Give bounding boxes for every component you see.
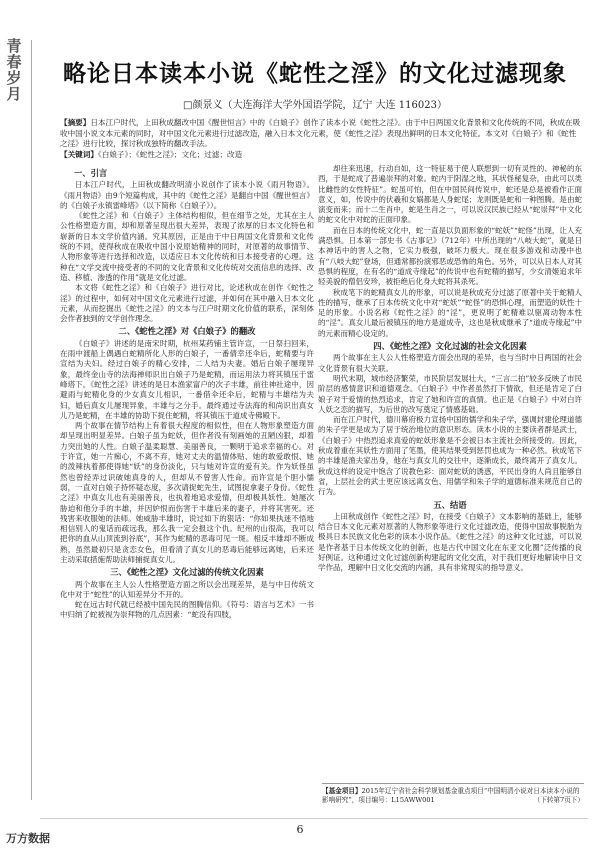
paragraph: 上田秋成创作《蛇性之淫》时，在接受《白娘子》文本影响的基础上，能够结合日本文化元素对原著的人物形象等进行文化过滤改造，使得中国故事脱胎为极具日本民族文化色彩的读本小说作品。《蛇性之淫》的这种文化过滤，可以说是作者基于日本传统文化的创新，也是古代中国文化在东亚文化圈”泛传播的良好例证。这种通过文化过滤创新构建起的文化交流，对于我们更好地解读中日文学作品，理解中日文化交流的内涵，具有非常现实的指导意义。 xyxy=(318,511,582,573)
fund-label: 【基金项目】 xyxy=(322,787,362,795)
paragraph: 而在江户时代，德川幕府极力宣扬中国的儒学和朱子学，强调封建伦理道德的朱子学更是成为了居于统治地位的意识形态。读本小说的主要读者群是武士，《白娘子》中热烈追求真爱的蛇妖形象是不会被日本主流社会所接受的。因此，秋成着重在其妖性方面用了笔墨，使其结果受到惩罚也成为一种必然。秋成笔下的丰雄是渔夫家出身，他在与真女儿的交往中，逐渐成长，最终离开了真女儿。秋成这样的设定中饱含了说教色彩：面对蛇妖的诱惑，平民出身的人尚且能够自省，上层社会的武士更应该远离女色、用儒学和朱子学的道德标准来规范自己的行为。 xyxy=(318,415,582,497)
journal-side-label: 青春岁月 xyxy=(6,37,22,103)
paragraph: 秋成笔下的蛇精真女儿的形象，可以说是秋成充分过滤了原著中关于蛇精人性的描写，继承了日本传统文化中对“蛇妖”“蛇怪”的恐惧心理，而塑造的妖性十足的形象。小说名称《蛇性之淫》的“淫”，更说明了蛇精难以驱离动物本性的“淫”。真女儿最后被镇压的地方是道成寺，这也是秋成继承了“道成寺缘起”中的元素而精心设定的。 xyxy=(318,287,582,338)
paragraph: 《白娘子》讲述的是南宋时期，杭州某药铺主管许宣，一日祭扫回来，在雨中渡船上偶遇白蛇精所化人形的白娘子，一番倩幸还伞后，蛇精要与许宣结为夫妇。经过白娘子的精心安排，二人结为夫妻。婚后白娘子屡现异象，最终金山寺的法海禅师识出白娘子乃是蛇精，而运用法力将其镇压于雷峰塔下。《蛇性之淫》讲述的是日本渔家富户的次子丰雄，前往神社途中，因避雨与蛇精化身的少女真女儿相识，一番借伞还伞后，蛇精与丰雄结为夫妇，婚后真女儿屡现异象，丰雄与之分手。最终通过寺法海的和尚识出真女儿乃是蛇精，在丰雄的协助下捉住蛇精，将其镇压于道成寺佛殿下。 xyxy=(60,338,314,420)
keywords-text: 《白娘子》；《蛇性之淫》；文化；过滤；改造 xyxy=(97,149,243,159)
paragraph: 两个故事在情节结构上有着很大程度的相似性，但在人物形象塑造方面却呈现出明显差异。白娘子虽为蛇妖，但作者没有刻画她的丑陋凶狠，却着力突出她的人性。白娘子温柔聪慧、美丽善良，一颗明于追求幸福的心。对于许宣，她一片痴心，不离不弃，她对丈夫的温情体贴、她的敢爱敢恨、她的泼辣执着都使得她“妖”的身份淡化，只与她对许宣的爱有关。作为妖怪虽然也曾经弄过识破她真身的人，但却从不曾害人性命。而许宣是个胆小懦弱，一直对白娘子持怀疑态度，多次请捉蛇先生，试图捉拿妻子身份。《蛇性之淫》中真女儿也有美丽善良，也执着地追求爱情，但却极具妖性。她屡次胁迫和他分手的丰雄，并因妒恨而伤害于丰雄后来的妻子，并将其害死。还残害来收服她的法师。她威胁丰雄时，说过如下的狠话：“你如果执迷不悟地相信别人的鬼话而疏远我，那么我一定会报这个仇。纪州的山很高，我可以把你的血从山顶流到谷底”，其作为蛇精的恶毒可见一斑。相反丰雄却不断成熟，虽然最初只是贪恋女色，但看清了真女儿的恶毒后能够远离她，后来还主动采取措施帮助法师捕捉真女儿。 xyxy=(60,421,314,564)
paragraph: 《蛇性之淫》和《白娘子》主体结构相似，但在细节之处，尤其在主人公性格塑造方面，却和原著呈现出很大差异，表现了浓厚的日本文化特色和崭新的日本文学价值内涵。究其原因，正是由于中日两国文化背景和文化传统的不同，使得秋成在吸收中国小说原始精神的同时，对原著的故事情节、人物形象等进行选择和改造，以适应日本文化传统和日本接受者的心理。这种在“文学交流中接受者的不同的文化背景和文化传统对交流信息的选择、改造、移植、渗透的作用”就是文化过滤。 xyxy=(60,211,314,282)
abstract-label: 【摘要】 xyxy=(60,118,91,127)
paragraph: 日本江户时代，上田秋成翻改明清小说创作了读本小说《雨月物语》。《雨月物语》由9个短篇构成，其中的《蛇性之淫》是翻自中国《醒世恒言》的《白娘子永镇雷峰塔》（以下简称《白娘子》）。 xyxy=(60,180,314,210)
section-heading-conclusion: 五、结语 xyxy=(433,499,467,510)
keywords-label: 【关键词】 xyxy=(60,149,98,159)
right-column xyxy=(318,164,582,574)
abstract-text: 日本江户时代，上田秋成翻改中国《醒世恒言》中的《白娘子》创作了读本小说《蛇性之淫》。由于中日两国文化背景和文化传统的不同，秋成在吸收中国小说文本元素的同时，对中国文化元素进行过滤改造，融入日本文化元素，使《蛇性之淫》表现出鲜明的日本文化特征。本文对《白娘子》和《蛇性之淫》进行比较，探讨秋成独特的翻改手法。 xyxy=(60,118,581,149)
footer-divider xyxy=(40,818,588,819)
section-heading-intro: 一、引言 xyxy=(74,168,108,178)
paragraph: 而在日本的传统文化中，蛇一直是以负面形象的“蛇妖”“蛇怪”出现，让人充满恐惧。日本第一部史书《古事记》（712年）中所出现的“八岐大蛇”，就是日本神话中的害人之物，它实力极强，破坏力极大。现在很多游戏和动漫中也有“八岐大蛇”登场，但通常都扮演邪恶或恐怖的角色。另外，可以从日本人对其恐惧的程度，在有名的“道成寺缘起”的传说中也有蛇精的描写，少女清姬追求年轻美貌的僧侣安珍，被拒绝后化身大蛇将其杀死。 xyxy=(318,225,582,287)
paragraph: 本文将《蛇性之淫》和《白娘子》进行对比，论述秋成在创作《蛇性之淫》的过程中，如何对中国文化元素进行过滤，并如何在其中融入日本文化元素，从而挖掘出《蛇性之淫》的文本与江户时期文化价值的联系，深刻体会作者独到的文学创作理念。 xyxy=(60,283,314,324)
section-heading-tradition: 三、《蛇性之淫》文化过滤的传统文化因素 xyxy=(110,567,264,578)
left-column xyxy=(60,166,314,621)
section-heading-society: 四、《蛇性之淫》文化过滤的社会文化因素 xyxy=(373,341,527,352)
article-title: 略论日本读本小说《蛇性之淫》的文化过滤现象 xyxy=(63,61,567,87)
section-heading-adaptation: 二、《蛇性之淫》对《白娘子》的翻改 xyxy=(118,326,256,337)
abstract xyxy=(60,118,582,160)
paragraph: 却往来迅速，行动自如，这一特征易于使人联想到一切有灵性的、神秘的东西，于是蛇成了普遍崇拜的对象。蛇内于阴湿之地，其状怪秘复杂，由此可以类比雌性的女性特征”。蛇虽可怕，但在中国民间传说中，蛇还是总是被看作正面意义，如，传说中的伏羲和女娲都是人身蛇尾；龙则既是蛇和一种图腾。是由蛇演变而来；而十二生肖中，蛇是生肖之一，可以说汉民族已经从“蛇崇拜”中文化的蛇文化中对蛇的正面印象。 xyxy=(318,164,582,225)
paragraph: 明代末期，城市经济繁荣，市民阶层发展壮大，“三言二拍”较多反映了市民阶层的感情意识和道德观念。《白娘子》中作者虽然打下情欲，但还是肯定了白娘子对于爱情的热烈追求，肯定了她和许宣的真情。也正是《白娘子》中对白许人妖之恋的描写，为后世的改写奠定了情感基础。 xyxy=(318,373,582,414)
paragraph: 两个故事在主人公人性格塑造方面之所以会出现差异，是与中日传统文化中对于“蛇性”的认知差异分不开的。 xyxy=(60,579,314,599)
side-divider xyxy=(31,40,32,800)
continue-note: （下转第7页下） xyxy=(533,796,584,804)
fund-note xyxy=(322,783,584,805)
author-byline: □颜景义（大连海洋大学外国语学院，辽宁 大连 116023） xyxy=(183,100,447,111)
paragraph: 蛇在远古时代就已经被中国先民的图腾信仰。《符号：语言与艺术》一书中归纳了蛇被视为崇拜物的几点因素：“蛇没有四肢， xyxy=(60,600,314,620)
paragraph: 两个故事在主人公人性格塑造方面会出现的差异，也与当时中日两国的社会文化背景有很大关联。 xyxy=(318,353,582,373)
database-logo: 万方数据 xyxy=(6,832,50,845)
fund-text: 2015年辽宁省社会科学规划基金重点项目“中国明清小说对日本读本小说的影响研究”，项目编号：L15AWW001 xyxy=(322,787,580,804)
page-number: 6 xyxy=(296,823,304,836)
